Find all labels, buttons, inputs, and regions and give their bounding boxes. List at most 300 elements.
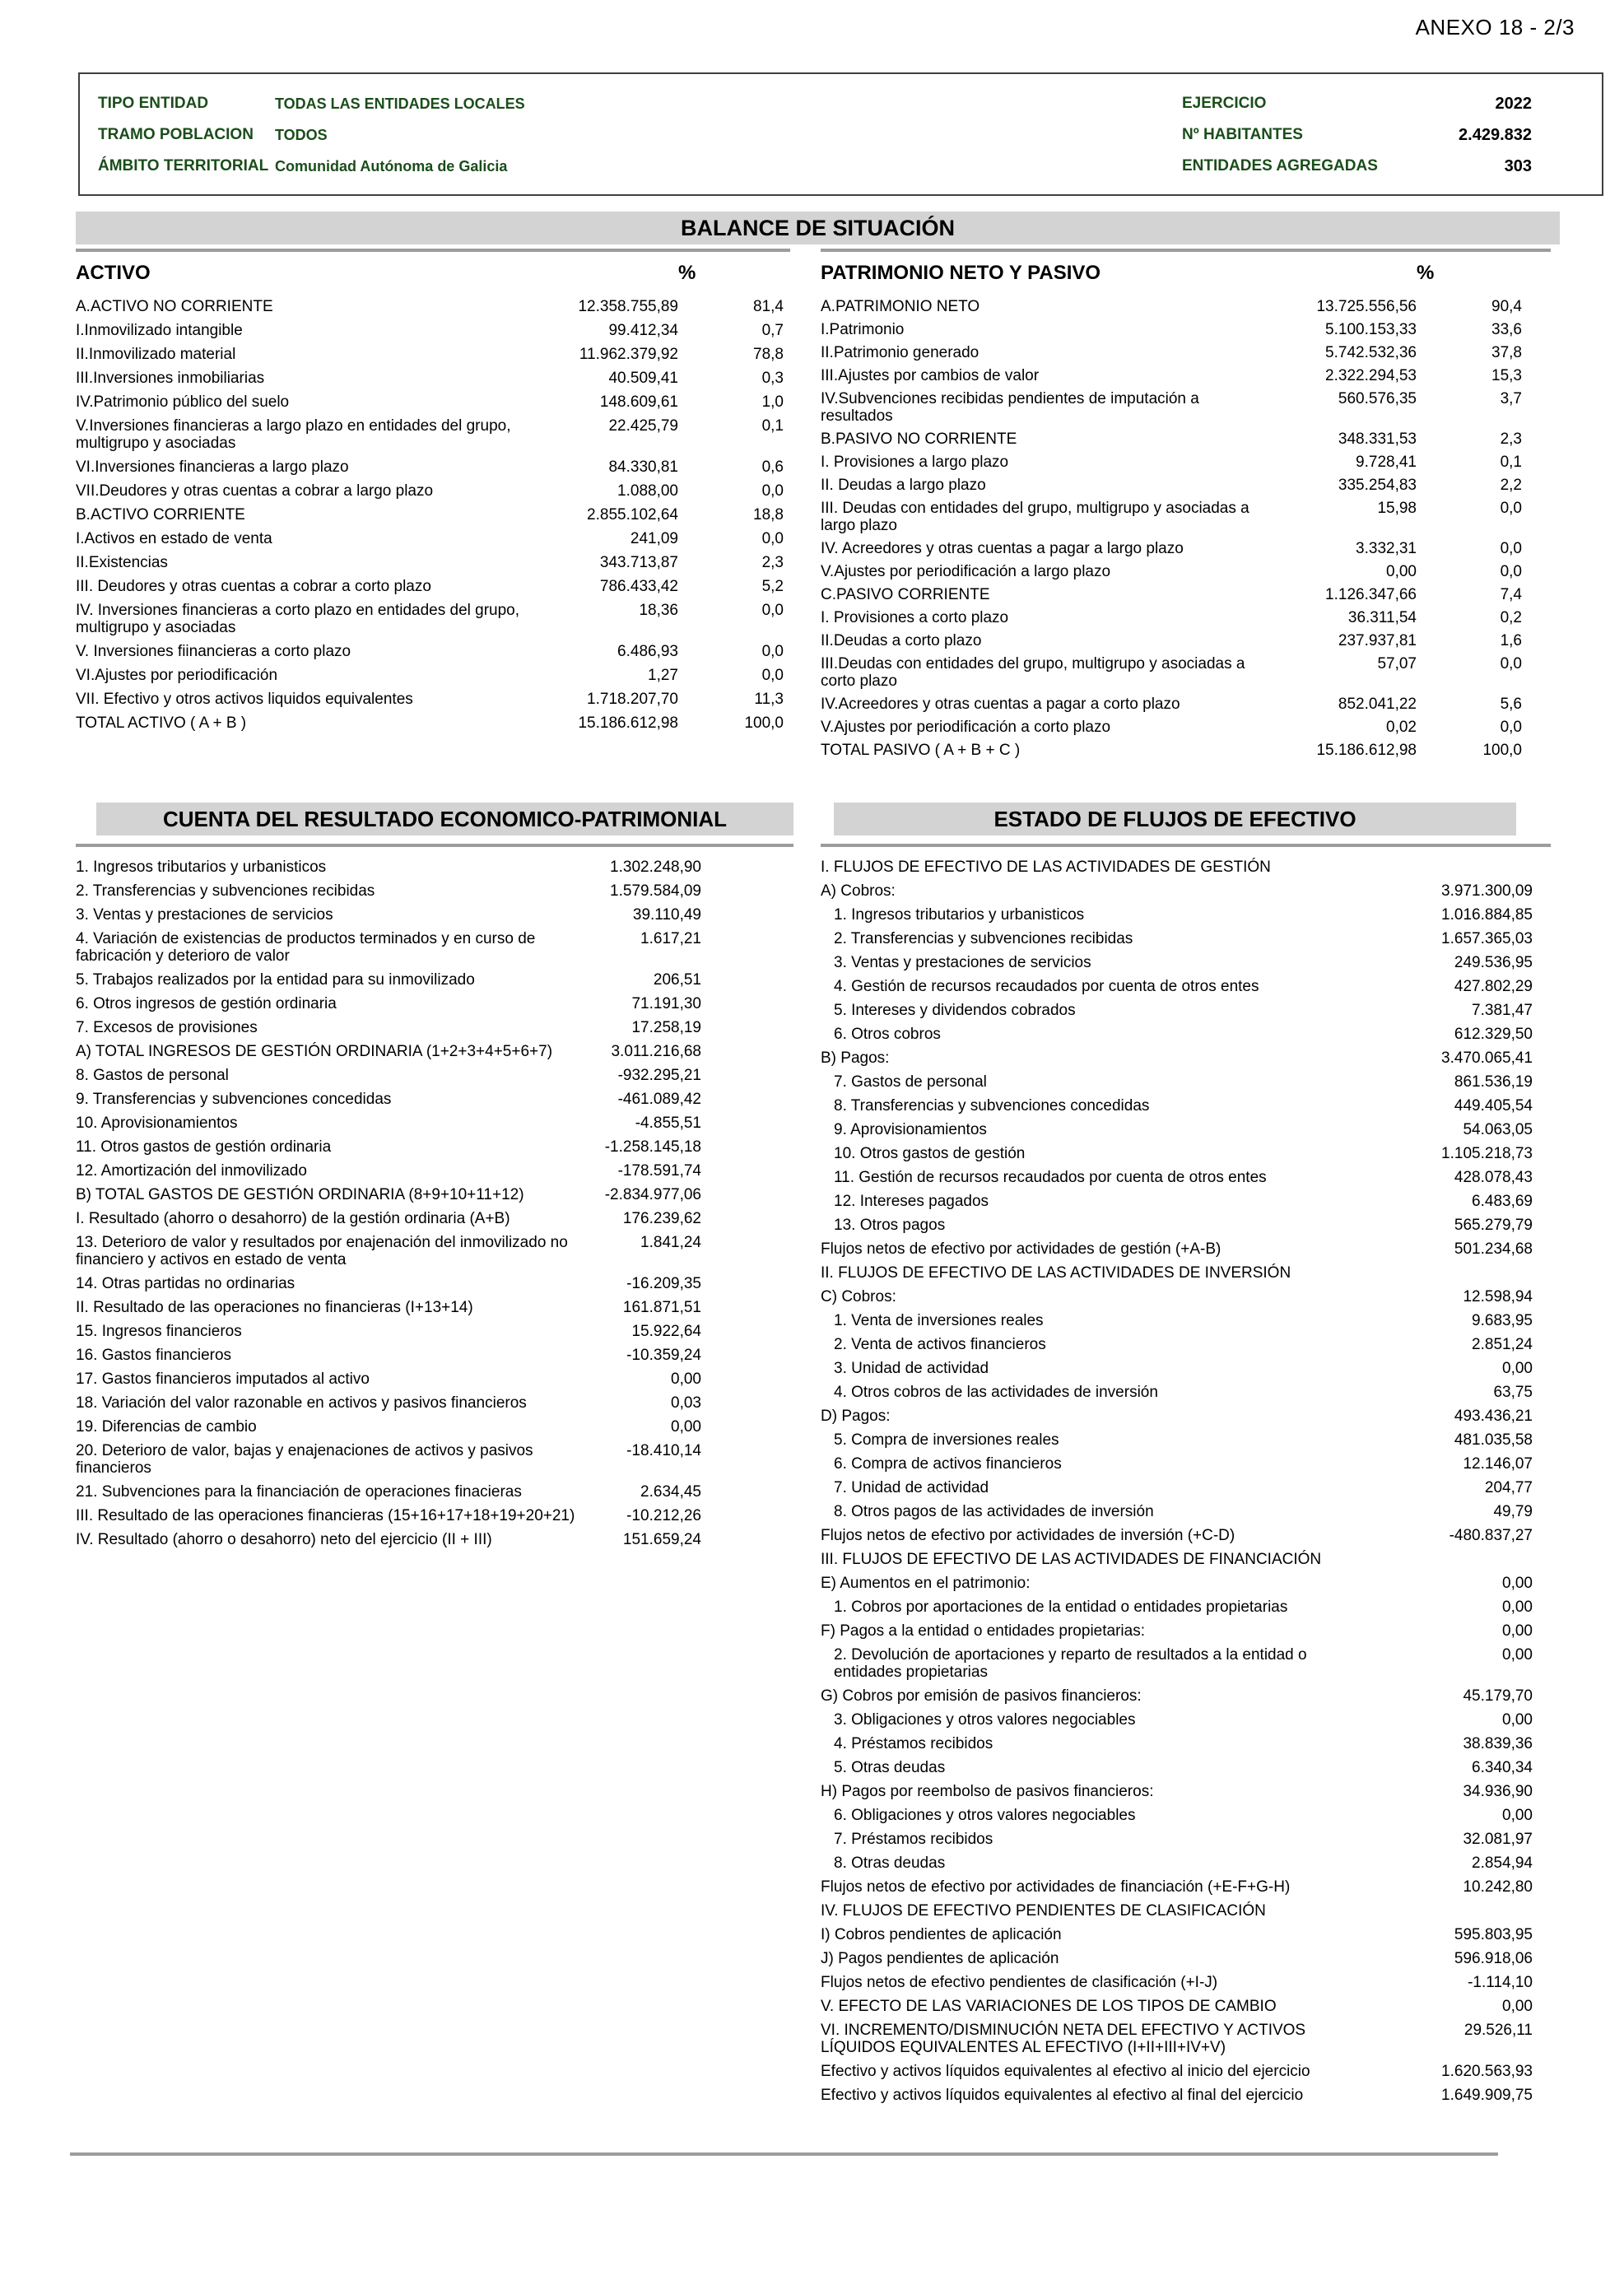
row-value: 32.081,97 [1463,1831,1533,1848]
table-row [821,1073,1551,1091]
row-value: 0,00 [671,1371,701,1388]
row-label: A) Cobros: [821,882,896,900]
row-value: -16.209,35 [626,1275,701,1292]
row-percent: 1,6 [1500,632,1522,649]
row-value: 3.332,31 [1356,540,1417,557]
row-label: 2. Transferencias y subvenciones recibidas [76,882,375,900]
activo-heading: ACTIVO [76,262,151,284]
table-row [821,1312,1551,1329]
row-label: 4. Gestión de recursos recaudados por cuenta de otros entes [834,978,1259,995]
flujos-rows [821,859,1551,2104]
row-label: 7. Préstamos recibidos [834,1831,993,1848]
balance-title-bar: BALANCE DE SITUACIÓN [76,212,1560,244]
table-row [821,1121,1551,1138]
balance-pasivo-column [821,249,1551,765]
row-label: 10. Aprovisionamientos [76,1115,238,1132]
row-label: 3. Unidad de actividad [834,1360,989,1377]
table-row [76,506,790,524]
table-row [821,1783,1551,1800]
row-label: 1. Venta de inversiones reales [834,1312,1044,1329]
row-label: VII.Deudores y otras cuentas a cobrar a largo plazo [76,482,434,500]
row-value: 1.657.365,03 [1441,930,1533,947]
table-row [76,667,790,684]
row-value: 0,00 [1502,1711,1533,1729]
row-label: 7. Gastos de personal [834,1073,987,1091]
table-row [76,1531,793,1548]
row-value: 176.239,62 [622,1210,701,1227]
table-row [821,1527,1551,1544]
row-value: -1.114,10 [1468,1974,1533,1991]
row-value: 40.509,41 [608,370,678,387]
row-label: III.Inversiones inmobiliarias [76,370,265,387]
row-label: 4. Préstamos recibidos [834,1735,993,1752]
row-percent: 11,3 [754,691,784,708]
table-row [76,1210,793,1227]
row-label: B) TOTAL GASTOS DE GESTIÓN ORDINARIA (8+9+10+11+12) [76,1186,524,1203]
row-value: 1.088,00 [617,482,678,500]
row-value: 6.483,69 [1472,1193,1533,1210]
table-row [821,655,1551,690]
row-value: -10.212,26 [626,1507,701,1524]
row-label: A.PATRIMONIO NETO [821,298,980,315]
table-row [76,995,793,1012]
row-label: F) Pagos a la entidad o entidades propietarias: [821,1622,1145,1640]
row-value: 1.617,21 [640,930,701,947]
row-label: G) Cobros por emisión de pasivos financieros: [821,1687,1142,1705]
header-label: ENTIDADES AGREGADAS [1182,157,1378,175]
row-label: 11. Gestión de recursos recaudados por cuenta de otros entes [834,1169,1267,1186]
row-label: II.Deudas a corto plazo [821,632,982,649]
header-value: Comunidad Autónoma de Galicia [275,157,508,175]
table-row [821,1002,1551,1019]
table-row [76,714,790,732]
row-value: 12.146,07 [1463,1455,1533,1473]
table-row [821,882,1551,900]
table-row [821,390,1551,425]
row-label: 5. Compra de inversiones reales [834,1431,1059,1449]
table-row [76,370,790,387]
header-label: TIPO ENTIDAD [98,95,209,112]
row-label: 7. Unidad de actividad [834,1479,989,1496]
row-label: 11. Otros gastos de gestión ordinaria [76,1138,332,1156]
table-row [76,930,793,965]
header-row [98,119,1602,151]
row-value: 5.742.532,36 [1325,344,1417,361]
table-row [76,1186,793,1203]
table-row [821,1599,1551,1616]
row-label: 3. Ventas y prestaciones de servicios [76,906,333,924]
cuenta-resultado-section [76,803,793,1555]
row-label: Flujos netos de efectivo por actividades de financiación (+E-F+G-H) [821,1878,1291,1896]
row-value: 1.649.909,75 [1441,2087,1533,2104]
activo-rows [76,298,790,732]
table-row [76,882,793,900]
row-label: II.Inmovilizado material [76,346,236,363]
table-row [821,1097,1551,1115]
divider [821,844,1551,847]
table-row [821,1384,1551,1401]
table-row [821,930,1551,947]
row-value: 63,75 [1493,1384,1533,1401]
row-percent: 81,4 [753,298,784,315]
row-label: D) Pagos: [821,1408,891,1425]
row-label: IV.Acreedores y otras cuentas a pagar a corto plazo [821,696,1180,713]
row-label: I. FLUJOS DE EFECTIVO DE LAS ACTIVIDADES DE GESTIÓN [821,859,1271,876]
row-percent: 0,0 [1500,540,1522,557]
row-label: 3. Ventas y prestaciones de servicios [834,954,1091,971]
row-label: 15. Ingresos financieros [76,1323,242,1340]
row-label: A) TOTAL INGRESOS DE GESTIÓN ORDINARIA (1+2+3+4+5+6+7) [76,1043,553,1060]
row-label: 20. Deterioro de valor, bajas y enajenaciones de activos y pasivos financieros [76,1442,533,1477]
row-label: III.Deudas con entidades del grupo, multigrupo y asociadas a corto plazo [821,655,1245,690]
row-value: 34.936,90 [1463,1783,1533,1800]
table-row [76,859,793,876]
row-value: 10.242,80 [1463,1878,1533,1896]
row-label: Efectivo y activos líquidos equivalentes al efectivo al final del ejercicio [821,2087,1304,2104]
table-row [76,417,790,452]
row-label: C.PASIVO CORRIENTE [821,586,990,603]
table-row [821,367,1551,384]
row-label: 4. Otros cobros de las actividades de inversión [834,1384,1158,1401]
row-label: 6. Otros cobros [834,1026,941,1043]
table-row [76,971,793,989]
table-row [76,1323,793,1340]
table-row [821,1926,1551,1943]
table-row [76,346,790,363]
row-value: 9.683,95 [1472,1312,1533,1329]
column-header [76,262,790,285]
row-label: 6. Obligaciones y otros valores negociables [834,1807,1136,1824]
header-row [98,88,1602,119]
row-label: 1. Ingresos tributarios y urbanisticos [834,906,1085,924]
row-label: V. Inversiones fiinancieras a corto plazo [76,643,351,660]
row-label: Efectivo y activos líquidos equivalentes al efectivo al inicio del ejercicio [821,2063,1310,2080]
row-label: V.Ajustes por periodificación a largo plazo [821,563,1111,580]
row-value: 237.937,81 [1338,632,1417,649]
row-value: 1.841,24 [640,1234,701,1251]
row-label: E) Aumentos en el patrimonio: [821,1575,1031,1592]
row-value: 3.011.216,68 [611,1043,701,1060]
row-percent: 0,0 [1500,500,1522,517]
table-row [76,578,790,595]
row-value: 596.918,06 [1454,1950,1533,1967]
row-percent: 2,2 [1500,477,1522,494]
table-row [76,602,790,636]
table-row [821,1193,1551,1210]
row-percent: 2,3 [761,554,784,571]
row-value: 493.436,21 [1454,1408,1533,1425]
table-row [821,1479,1551,1496]
header-label: TRAMO POBLACION [98,126,254,143]
header-label: ÁMBITO TERRITORIAL [98,157,269,175]
row-value: -461.089,42 [617,1091,701,1108]
row-label: 16. Gastos financieros [76,1347,232,1364]
row-label: 2. Devolución de aportaciones y reparto de resultados a la entidad o entidades propietarias [834,1646,1307,1681]
row-value: 3.971.300,09 [1441,882,1533,900]
header-label: EJERCICIO [1182,95,1267,112]
row-label: IV.Patrimonio público del suelo [76,393,290,411]
row-label: IV.Subvenciones recibidas pendientes de imputación a resultados [821,390,1199,425]
row-value: 1.302.248,90 [610,859,701,876]
table-row [821,1551,1551,1568]
table-row [821,454,1551,471]
row-label: J) Pagos pendientes de aplicación [821,1950,1059,1967]
row-value: 1.579.584,09 [610,882,701,900]
row-label: I. Provisiones a largo plazo [821,454,1009,471]
row-percent: 2,3 [1500,430,1522,448]
row-value: 335.254,83 [1338,477,1417,494]
row-percent: 0,0 [1500,655,1522,672]
row-percent: 90,4 [1491,298,1522,315]
row-value: 0,00 [1502,1807,1533,1824]
table-row [821,696,1551,713]
row-percent: 100,0 [744,714,784,732]
row-percent: 0,3 [761,370,784,387]
flujos-title-bar: ESTADO DE FLUJOS DE EFECTIVO [834,803,1516,835]
pasivo-heading: PATRIMONIO NETO Y PASIVO [821,262,1101,284]
row-label: IV. Inversiones financieras a corto plazo en entidades del grupo, multigrupo y asociadas [76,602,520,636]
row-value: 481.035,58 [1454,1431,1533,1449]
row-label: H) Pagos por reembolso de pasivos financieros: [821,1783,1154,1800]
row-value: 449.405,54 [1454,1097,1533,1115]
table-row [821,954,1551,971]
row-label: 3. Obligaciones y otros valores negociables [834,1711,1136,1729]
cuenta-rows [76,859,793,1548]
row-value: 18,36 [639,602,678,619]
table-row [76,530,790,547]
cuenta-title-bar: CUENTA DEL RESULTADO ECONOMICO-PATRIMONIAL [96,803,793,835]
header-value: TODAS LAS ENTIDADES LOCALES [275,95,525,112]
table-row [821,1240,1551,1258]
row-label: 2. Transferencias y subvenciones recibidas [834,930,1133,947]
row-value: -10.359,24 [626,1347,701,1364]
row-percent: 0,0 [761,602,784,619]
row-percent: 0,0 [1500,563,1522,580]
row-label: 14. Otras partidas no ordinarias [76,1275,295,1292]
row-percent: 0,0 [761,482,784,500]
row-label: I) Cobros pendientes de aplicación [821,1926,1062,1943]
header-value: 2.429.832 [1459,125,1532,144]
row-value: 0,00 [1502,1360,1533,1377]
row-label: 12. Amortización del inmovilizado [76,1162,307,1180]
table-row [821,609,1551,626]
row-percent: 37,8 [1491,344,1522,361]
row-label: 10. Otros gastos de gestión [834,1145,1026,1162]
row-label: B) Pagos: [821,1049,890,1067]
row-value: 3.470.065,41 [1441,1049,1533,1067]
row-value: 15.186.612,98 [1316,742,1417,759]
row-value: 7.381,47 [1472,1002,1533,1019]
row-label: IV. Acreedores y otras cuentas a pagar a largo plazo [821,540,1184,557]
table-row [76,1507,793,1524]
row-percent: 3,7 [1500,390,1522,407]
table-row [76,1275,793,1292]
row-value: 49,79 [1493,1503,1533,1520]
row-value: 36.311,54 [1347,609,1417,626]
table-row [821,563,1551,580]
row-percent: 0,0 [761,643,784,660]
row-label: III. Deudas con entidades del grupo, multigrupo y asociadas a largo plazo [821,500,1249,534]
row-label: Flujos netos de efectivo por actividades de inversión (+C-D) [821,1527,1235,1544]
row-percent: 1,0 [761,393,784,411]
table-row [821,477,1551,494]
table-row [821,719,1551,736]
table-row [821,586,1551,603]
table-row [821,430,1551,448]
row-label: 1. Ingresos tributarios y urbanisticos [76,859,327,876]
row-value: 1.718.207,70 [587,691,678,708]
table-row [76,906,793,924]
table-row [821,1217,1551,1234]
table-row [821,742,1551,759]
row-percent: 0,7 [761,322,784,339]
row-value: 29.526,11 [1463,2022,1533,2039]
column-header [821,262,1551,285]
row-label: III.Ajustes por cambios de valor [821,367,1040,384]
table-row [76,1043,793,1060]
report-header-box [78,72,1603,196]
row-label: 6. Otros ingresos de gestión ordinaria [76,995,337,1012]
table-row [821,1049,1551,1067]
row-label: 5. Otras deudas [834,1759,946,1776]
row-label: V.Ajustes por periodificación a corto plazo [821,719,1111,736]
row-value: 0,00 [1386,563,1417,580]
table-row [821,978,1551,995]
row-value: 2.855.102,64 [587,506,678,524]
table-row [76,1138,793,1156]
row-value: 0,00 [1502,1646,1533,1664]
table-row [821,1622,1551,1640]
row-label: V. EFECTO DE LAS VARIACIONES DE LOS TIPOS DE CAMBIO [821,1998,1277,2015]
row-label: III. FLUJOS DE EFECTIVO DE LAS ACTIVIDADES DE FINANCIACIÓN [821,1551,1322,1568]
row-value: 161.871,51 [622,1299,701,1316]
header-value: 2022 [1495,94,1532,113]
row-value: -178.591,74 [617,1162,701,1180]
row-value: -1.258.145,18 [604,1138,701,1156]
row-label: I.Activos en estado de venta [76,530,272,547]
table-row [76,482,790,500]
row-value: 57,07 [1377,655,1417,672]
row-label: IV. FLUJOS DE EFECTIVO PENDIENTES DE CLASIFICACIÓN [821,1902,1266,1920]
row-value: 17.258,19 [631,1019,701,1036]
table-row [76,1371,793,1388]
row-value: -18.410,14 [626,1442,701,1459]
row-percent: 0,0 [761,530,784,547]
row-percent: 15,3 [1491,367,1522,384]
table-row [76,1019,793,1036]
table-row [76,1115,793,1132]
table-row [821,1998,1551,2015]
row-value: 0,00 [1502,1998,1533,2015]
row-value: 54.063,05 [1463,1121,1533,1138]
row-label: 18. Variación del valor razonable en activos y pasivos financieros [76,1394,527,1412]
row-value: 1.105.218,73 [1441,1145,1533,1162]
row-value: 560.576,35 [1338,390,1417,407]
table-row [821,1950,1551,1967]
row-label: II. FLUJOS DE EFECTIVO DE LAS ACTIVIDADES DE INVERSIÓN [821,1264,1291,1282]
row-value: 0,00 [1502,1599,1533,1616]
row-label: 2. Venta de activos financieros [834,1336,1046,1353]
table-row [821,2087,1551,2104]
row-label: V.Inversiones financieras a largo plazo en entidades del grupo, multigrupo y asociadas [76,417,511,452]
row-percent: 33,6 [1491,321,1522,338]
row-label: VI. INCREMENTO/DISMINUCIÓN NETA DEL EFECTIVO Y ACTIVOS LÍQUIDOS EQUIVALENTES AL EFECTIVO (I+II+III+IV+V) [821,2022,1306,2056]
row-percent: 5,6 [1500,696,1522,713]
row-value: 99.412,34 [608,322,678,339]
row-value: 861.536,19 [1454,1073,1533,1091]
table-row [821,1831,1551,1848]
row-label: 9. Transferencias y subvenciones concedidas [76,1091,392,1108]
row-value: 852.041,22 [1338,696,1417,713]
row-percent: 100,0 [1482,742,1522,759]
row-value: 0,02 [1386,719,1417,736]
row-label: 5. Trabajos realizados por la entidad para su inmovilizado [76,971,475,989]
table-row [821,1687,1551,1705]
row-value: -4.855,51 [635,1115,701,1132]
row-percent: 0,1 [761,417,784,435]
row-label: 8. Otros pagos de las actividades de inversión [834,1503,1154,1520]
row-percent: 18,8 [753,506,784,524]
table-row [821,1759,1551,1776]
table-row [821,1288,1551,1305]
table-row [821,1735,1551,1752]
table-row [76,1067,793,1084]
row-value: 565.279,79 [1454,1217,1533,1234]
row-value: 249.536,95 [1454,954,1533,971]
row-label: 13. Deterioro de valor y resultados por enajenación del inmovilizado no financiero y activos en estado de venta [76,1234,568,1268]
table-row [821,1503,1551,1520]
row-label: C) Cobros: [821,1288,896,1305]
row-value: 786.433,42 [599,578,678,595]
row-value: 0,00 [1502,1575,1533,1592]
table-row [821,2063,1551,2080]
row-value [1384,1264,1533,1282]
row-label: B.ACTIVO CORRIENTE [76,506,245,524]
table-row [821,2022,1551,2056]
row-value: 595.803,95 [1454,1926,1533,1943]
row-value: 22.425,79 [608,417,678,435]
row-value: 206,51 [653,971,701,989]
table-row [821,859,1551,876]
flujos-efectivo-section [821,803,1551,2110]
table-row [76,1091,793,1108]
report-footer [70,2152,1498,2172]
row-label: II. Resultado de las operaciones no financieras (I+13+14) [76,1299,473,1316]
row-label: II.Existencias [76,554,168,571]
percent-heading: % [1417,262,1435,284]
table-row [76,1442,793,1477]
table-row [821,1336,1551,1353]
annex-label: ANEXO 18 - 2/3 [1415,15,1575,40]
table-row [821,1902,1551,1920]
table-row [821,1169,1551,1186]
row-value: 427.802,29 [1454,978,1533,995]
row-value: 151.659,24 [622,1531,701,1548]
row-value: 1.016.884,85 [1441,906,1533,924]
row-value: 39.110,49 [632,906,701,924]
table-row [821,1646,1551,1681]
row-label: III. Resultado de las operaciones financieras (15+16+17+18+19+20+21) [76,1507,575,1524]
row-value: 1,27 [648,667,678,684]
row-value [1384,859,1533,876]
row-label: TOTAL PASIVO ( A + B + C ) [821,742,1021,759]
table-row [821,1264,1551,1282]
table-row [821,1145,1551,1162]
row-label: 1. Cobros por aportaciones de la entidad o entidades propietarias [834,1599,1288,1616]
row-value: 5.100.153,33 [1325,321,1417,338]
row-label: B.PASIVO NO CORRIENTE [821,430,1017,448]
row-percent: 7,4 [1500,586,1522,603]
